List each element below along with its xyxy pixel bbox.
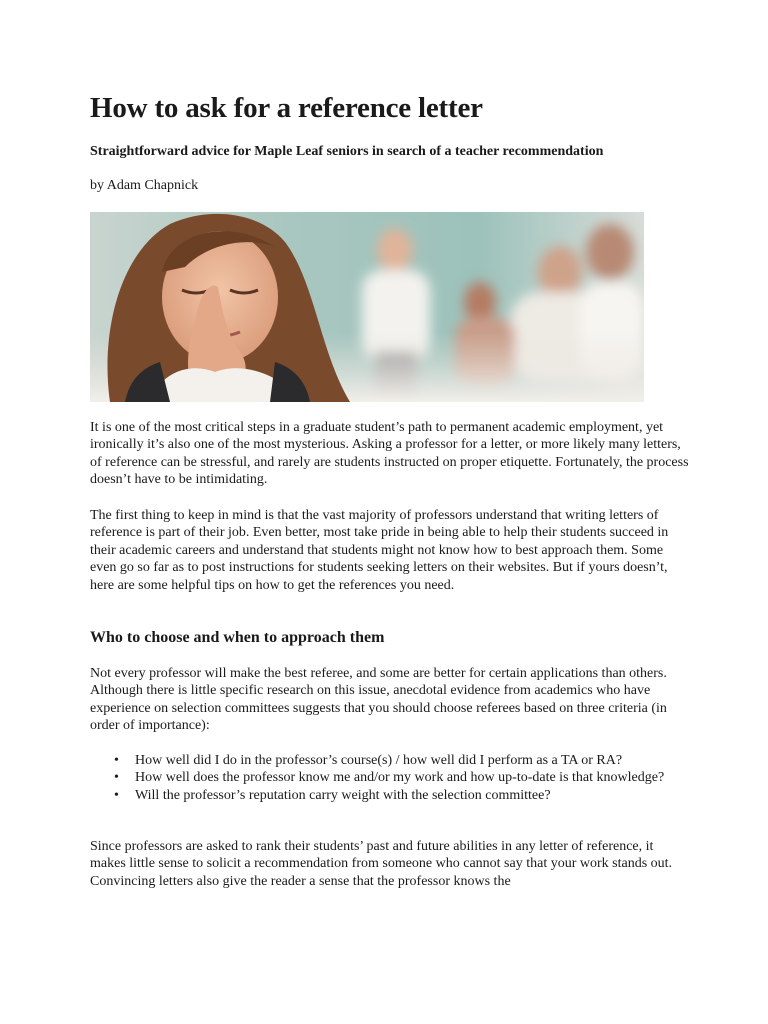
criteria-item-text: How well did I do in the professor’s course(s) / how well did I perform as a TA or RA?	[135, 753, 623, 768]
intro-paragraph: It is one of the most critical steps in a graduate student’s path to permanent academic employment, yet ironically it’s also one of the most mysterious. Asking a professor for a letter, or more likely many letters, of reference can be stressful, and rarely are students instructed on proper etiquette. Fortunately, the process doesn’t have to be intimidating.	[90, 420, 689, 488]
body-paragraph: The first thing to keep in mind is that the vast majority of professors understand that writing letters of reference is part of their job. Even better, most take pride in being able to help their students succeed in their academic careers and understand that students might not know how to best approach them. Some even go so far as to post instructions for students seeking letters on their websites. But if yours doesn’t, here are some helpful tips on how to get the references you need.	[90, 508, 669, 593]
closing-paragraph: Since professors are asked to rank their students’ past and future abilities in any letter of reference, it makes little sense to solicit a recommendation from someone who cannot say that your work stands out. Convincing letters also give the reader a sense that the professor knows the	[90, 839, 673, 889]
author-byline: by Adam Chapnick	[90, 178, 199, 193]
criteria-item-text: Will the professor’s reputation carry weight with the selection committee?	[135, 787, 551, 803]
list-item	[90, 769, 690, 786]
hero-photo-illustration	[90, 212, 644, 402]
list-item	[90, 752, 690, 769]
bullet-icon: •	[114, 753, 119, 768]
section-heading: Who to choose and when to approach them	[90, 629, 385, 646]
article-subtitle: Straightforward advice for Maple Leaf seniors in search of a teacher recommendation	[90, 144, 604, 159]
bullet-icon: •	[114, 787, 119, 803]
hero-image	[90, 212, 644, 402]
bullet-icon: •	[114, 770, 119, 786]
list-item	[90, 787, 690, 804]
criteria-item-text: How well does the professor know me and/or my work and how up-to-date is that knowledge?	[135, 770, 665, 786]
page-title: How to ask for a reference letter	[90, 92, 483, 124]
criteria-list	[90, 752, 690, 804]
section-paragraph: Not every professor will make the best referee, and some are better for certain applications than others. Although there is little specific research on this issue, anecdotal evidence from academics who have experience on selection committees suggests that you should choose referees based on three criteria (in order of importance):	[90, 666, 667, 734]
